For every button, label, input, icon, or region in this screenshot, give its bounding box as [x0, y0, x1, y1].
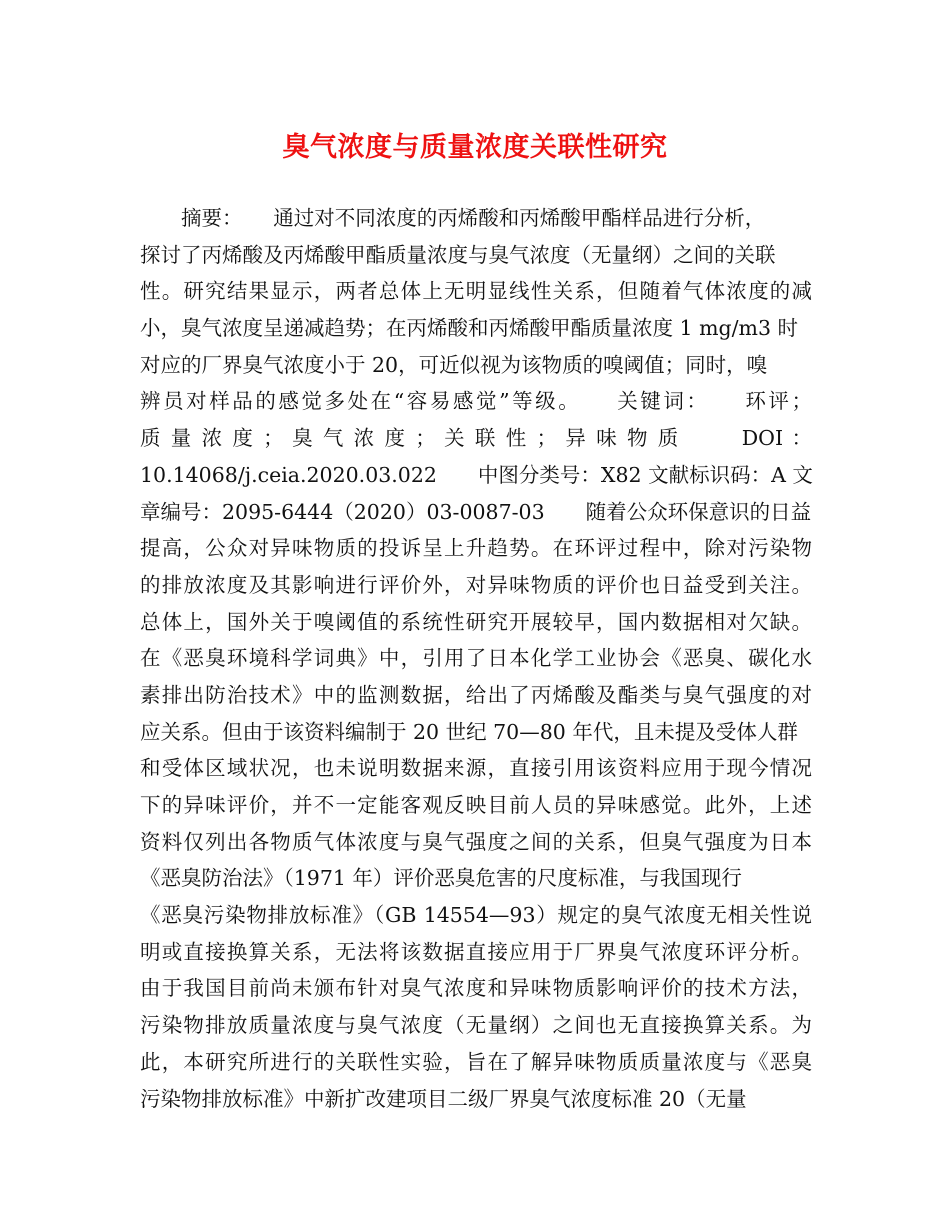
body-text-line: 素排出防治技术》中的监测数据，给出了丙烯酸及酯类与臭气强度的对 — [140, 682, 812, 707]
body-text-line: 此，本研究所进行的关联性实验，旨在了解异味物质质量浓度与《恶臭 — [140, 1049, 812, 1074]
body-text-line: 《恶臭污染物排放标准》（GB 14554—93）规定的臭气浓度无相关性说 — [140, 903, 812, 928]
document-title: 臭气浓度与质量浓度关联性研究 — [282, 132, 668, 163]
body-text-line: 10.14068/j.ceia.2020.03.022 中图分类号：X82 文献标识码：A 文 — [140, 462, 813, 487]
body-text-line: 明或直接换算关系，无法将该数据直接应用于厂界臭气浓度环评分析。 — [140, 939, 812, 964]
body-text-line: 和受体区域状况，也未说明数据来源，直接引用该资料应用于现今情况 — [140, 756, 812, 781]
body-text-line: 对应的厂界臭气浓度小于 20，可近似视为该物质的嗅阈值；同时，嗅 — [140, 352, 768, 377]
body-text-line: 污染物排放标准》中新扩改建项目二级厂界臭气浓度标准 20（无量 — [140, 1086, 747, 1111]
body-text-line: 在《恶臭环境科学词典》中，引用了日本化学工业协会《恶臭、碳化水 — [140, 646, 812, 671]
body-text-line: 提高，公众对异味物质的投诉呈上升趋势。在环评过程中，除对污染物 — [140, 536, 812, 561]
body-text-line: 章编号：2095-6444（2020）03-0087-03 随着公众环保意识的日益 — [140, 499, 812, 524]
body-text-line: 探讨了丙烯酸及丙烯酸甲酯质量浓度与臭气浓度（无量纲）之间的关联 — [140, 242, 776, 267]
body-text-line: 小，臭气浓度呈递减趋势；在丙烯酸和丙烯酸甲酯质量浓度 1 mg/m3 时 — [140, 316, 799, 341]
body-text-line: 辨员对样品的感觉多处在“容易感觉”等级。 关键词： 环评； — [140, 389, 812, 414]
body-text-line: 污染物排放质量浓度与臭气浓度（无量纲）之间也无直接换算关系。为 — [140, 1013, 812, 1038]
body-text-line: 质 量 浓 度 ； 臭 气 浓 度 ； 关 联 性 ； 异 味 物 质 DOI ： — [140, 426, 812, 451]
document-body — [140, 200, 812, 1117]
body-text-line: 摘要： 通过对不同浓度的丙烯酸和丙烯酸甲酯样品进行分析， — [140, 206, 766, 230]
body-text-line: 由于我国目前尚未颁布针对臭气浓度和异味物质影响评价的技术方法， — [140, 976, 812, 1001]
body-text-line: 《恶臭防治法》（1971 年）评价恶臭危害的尺度标准，与我国现行 — [140, 866, 742, 891]
body-text-line: 总体上，国外关于嗅阈值的系统性研究开展较早，国内数据相对欠缺。 — [140, 609, 812, 634]
body-text-line: 资料仅列出各物质气体浓度与臭气强度之间的关系，但臭气强度为日本 — [140, 829, 812, 854]
body-text-line: 应关系。但由于该资料编制于 20 世纪 70—80 年代，且未提及受体人群 — [140, 719, 798, 744]
body-text-line: 性。研究结果显示，两者总体上无明显线性关系，但随着气体浓度的减 — [140, 279, 812, 304]
body-text-line: 下的异味评价，并不一定能客观反映目前人员的异味感觉。此外，上述 — [140, 793, 812, 817]
body-text-line: 的排放浓度及其影响进行评价外，对异味物质的评价也日益受到关注。 — [140, 572, 812, 597]
